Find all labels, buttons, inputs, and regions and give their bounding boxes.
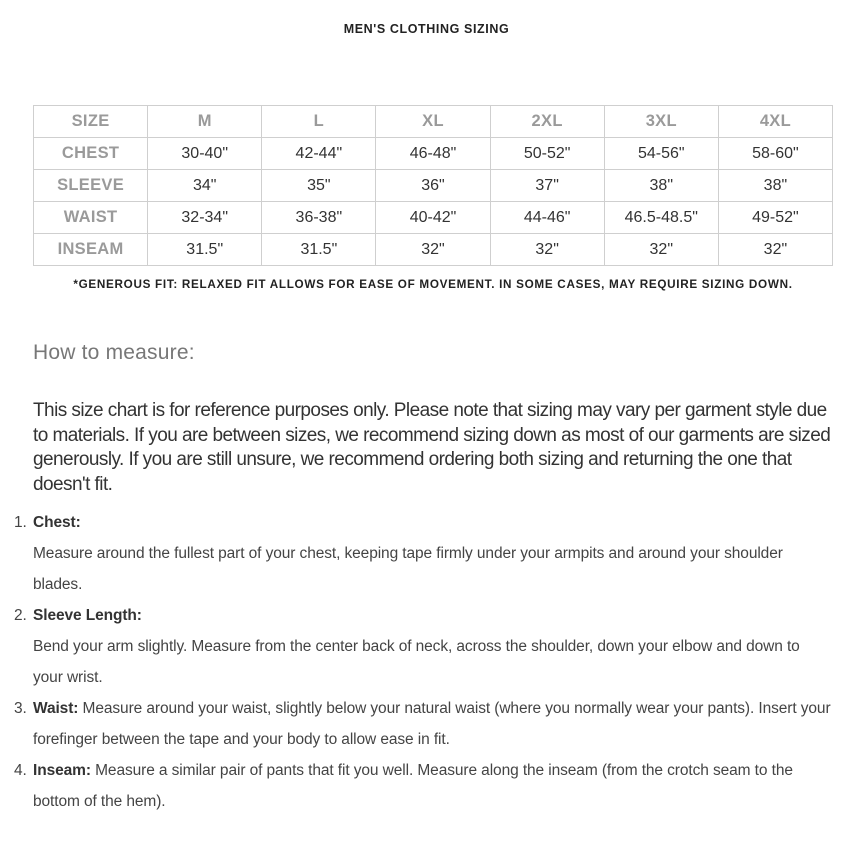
table-cell: 35" bbox=[262, 170, 376, 202]
list-number: 4. bbox=[14, 762, 27, 779]
column-header-3xl: 3XL bbox=[604, 106, 718, 138]
table-cell: 50-52" bbox=[490, 138, 604, 170]
table-cell: 37" bbox=[490, 170, 604, 202]
table-cell: 32" bbox=[490, 234, 604, 266]
size-chart-table bbox=[33, 105, 833, 266]
column-header-m: M bbox=[148, 106, 262, 138]
table-header-row bbox=[34, 106, 833, 138]
intro-paragraph: This size chart is for reference purposes only. Please note that sizing may vary per garment style due to materials. If you are between sizes, we recommend sizing down as most of our garments are sized generously. If you are still unsure, we recommend ordering both sizing and returning the one that doesn't fit. bbox=[33, 400, 831, 495]
table-cell: 31.5" bbox=[148, 234, 262, 266]
measure-instructions-list bbox=[14, 507, 833, 817]
table-cell: 30-40" bbox=[148, 138, 262, 170]
table-row-chest bbox=[34, 138, 833, 170]
table-cell: 49-52" bbox=[718, 202, 832, 234]
table-cell: 36" bbox=[376, 170, 490, 202]
column-header-l: L bbox=[262, 106, 376, 138]
row-header-sleeve: SLEEVE bbox=[34, 170, 148, 202]
table-row-inseam bbox=[34, 234, 833, 266]
table-cell: 32-34" bbox=[148, 202, 262, 234]
list-term: Sleeve Length: bbox=[33, 607, 142, 624]
list-number: 1. bbox=[14, 514, 27, 531]
row-header-waist: WAIST bbox=[34, 202, 148, 234]
row-header-chest: CHEST bbox=[34, 138, 148, 170]
list-number: 2. bbox=[14, 607, 27, 624]
column-header-4xl: 4XL bbox=[718, 106, 832, 138]
table-cell: 46.5-48.5" bbox=[604, 202, 718, 234]
list-term: Waist: bbox=[33, 700, 79, 717]
list-description: Measure around the fullest part of your chest, keeping tape firmly under your armpits and around your shoulder blades. bbox=[33, 545, 783, 593]
table-cell: 31.5" bbox=[262, 234, 376, 266]
table-row-waist bbox=[34, 202, 833, 234]
list-item-sleeve-length bbox=[14, 600, 833, 693]
list-description: Measure around your waist, slightly below your natural waist (where you normally wear your pants). Insert your forefinger between the tape and your body to allow ease in fit. bbox=[33, 700, 831, 748]
table-cell: 32" bbox=[604, 234, 718, 266]
table-cell: 40-42" bbox=[376, 202, 490, 234]
list-number: 3. bbox=[14, 700, 27, 717]
list-description: Bend your arm slightly. Measure from the center back of neck, across the shoulder, down your elbow and down to your wrist. bbox=[33, 638, 800, 686]
table-cell: 36-38" bbox=[262, 202, 376, 234]
table-row-sleeve bbox=[34, 170, 833, 202]
row-header-inseam: INSEAM bbox=[34, 234, 148, 266]
table-cell: 46-48" bbox=[376, 138, 490, 170]
list-description: Measure a similar pair of pants that fit you well. Measure along the inseam (from the crotch seam to the bottom of the hem). bbox=[33, 762, 793, 810]
column-header-size: SIZE bbox=[34, 106, 148, 138]
table-cell: 38" bbox=[718, 170, 832, 202]
table-cell: 38" bbox=[604, 170, 718, 202]
list-term: Inseam: bbox=[33, 762, 91, 779]
list-term: Chest: bbox=[33, 514, 81, 531]
table-cell: 42-44" bbox=[262, 138, 376, 170]
table-cell: 44-46" bbox=[490, 202, 604, 234]
list-item-inseam bbox=[14, 755, 833, 817]
list-item-waist bbox=[14, 693, 833, 755]
table-cell: 58-60" bbox=[718, 138, 832, 170]
table-cell: 54-56" bbox=[604, 138, 718, 170]
page-title: MEN'S CLOTHING SIZING bbox=[343, 22, 510, 36]
list-item-chest bbox=[14, 507, 833, 600]
table-cell: 32" bbox=[376, 234, 490, 266]
table-cell: 32" bbox=[718, 234, 832, 266]
table-cell: 34" bbox=[148, 170, 262, 202]
column-header-xl: XL bbox=[376, 106, 490, 138]
fit-footnote: *GENEROUS FIT: RELAXED FIT ALLOWS FOR EASE OF MOVEMENT. IN SOME CASES, MAY REQUIRE SIZING DOWN. bbox=[73, 278, 793, 291]
measure-heading: How to measure: bbox=[33, 341, 195, 364]
column-header-2xl: 2XL bbox=[490, 106, 604, 138]
